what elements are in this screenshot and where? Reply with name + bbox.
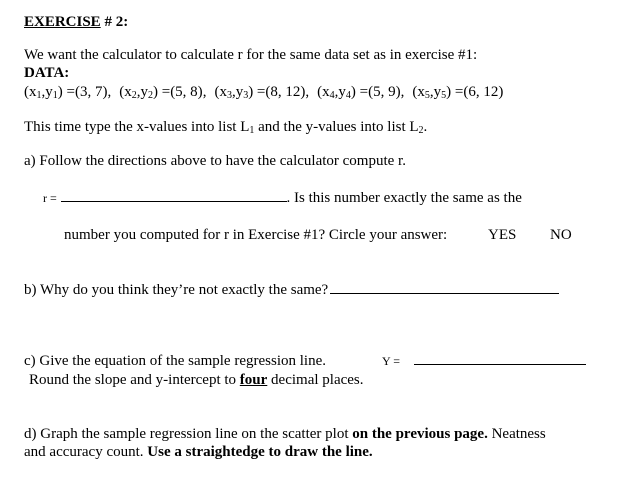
data-pair: $(x_1,y_1) =(3$, 7), [24,84,112,101]
r-answer-blank[interactable] [61,189,287,202]
pair-x-subscript: 3 [226,90,232,101]
part-b-row [24,281,559,299]
l2-subscript: 2 [418,125,424,136]
part-c-prompt: c) Give the equation of the sample regression line. [24,353,326,369]
pair-y-label: y [140,84,148,100]
regression-y-row [382,352,586,370]
part-d-bold2: Use a straightedge to draw the line. [147,444,373,460]
data-label: DATA: [24,65,70,81]
part-b-prompt: b) Why do you think they’re not exactly the same? [24,282,329,298]
exercise-title-label: EXERCISE [24,14,101,30]
rounding-note [29,371,364,389]
list-instruction [24,118,427,136]
part-a-prompt: a) Follow the directions above to have the calculator compute r. [24,153,406,169]
pair-x-label: x [417,84,425,100]
pair-y-label: y [235,84,244,100]
pair-x-label: x [29,84,37,100]
pair-y-subscript: 2 [147,90,153,101]
r-answer-row [43,189,522,207]
r-question2: number you computed for r in Exercise #1? Circle your answer: [64,227,448,243]
r-question: . Is this number exactly the same as the [286,190,522,206]
pair-value: (3, 7) [74,84,108,100]
pair-y-label: y [433,84,442,100]
pair-x-subscript: 1 [36,90,42,101]
pair-x-label: x [322,84,330,100]
pair-x-label: x [124,84,132,100]
regression-answer-blank[interactable] [414,352,586,365]
pair-x-subscript: 5 [424,90,430,101]
pair-x-subscript: 2 [131,90,137,101]
data-pair: $(x_2,y_2) =(5$, 8), [119,84,207,101]
pair-y-label: y [338,84,346,100]
intro-text: We want the calculator to calculate r for the same data set as in exercise #1: [24,47,478,63]
pair-value: (5, 8) [170,84,203,100]
pair-x-label: x [219,84,227,100]
pair-y-subscript: 4 [345,90,351,101]
pair-y-subscript: 3 [243,90,249,101]
data-pair: $(x_5,y_5) =(6$, 12) [412,84,504,101]
round-post: decimal places. [271,372,364,388]
pair-x-subscript: 4 [329,90,335,101]
pair-y-label: y [45,84,53,100]
yes-option[interactable]: YES [488,227,517,243]
pair-y-subscript: 1 [52,90,58,101]
instruction-mid: and the y-values into list L [254,119,419,135]
part-d-bold1: on the previous page. [352,426,488,442]
round-pre: Round the slope and y-intercept to [29,372,237,388]
round-emph: four [239,372,268,388]
exercise-title-number: # 2: [104,14,129,30]
pair-value: (5, 9) [368,84,401,100]
data-pairs [24,83,511,101]
instruction-pre: This time type the x-values into list L [24,119,250,135]
data-pair: $(x_3,y_3) =(8$, 12), [214,84,310,101]
r-label: r = [43,191,57,205]
pair-value: (6, 12) [463,84,504,100]
pair-y-subscript: 5 [441,90,447,101]
part-d-pre: d) Graph the sample regression line on the scatter plot [24,426,349,442]
part-d-mid: Neatness [487,426,546,442]
no-option[interactable]: NO [550,227,572,243]
exercise-title [24,13,128,31]
part-d-line2 [24,443,373,461]
part-d-line1 [24,425,546,443]
part-d-line2-pre: and accuracy count. [24,444,144,460]
instruction-post: . [423,119,428,135]
r-question-line2 [64,226,447,244]
l1-subscript: 1 [249,125,255,136]
data-pair: $(x_4,y_4) =(5$, 9), [317,84,405,101]
part-b-answer-blank[interactable] [330,281,559,294]
pair-value: (8, 12) [265,84,306,100]
y-label: Y = [382,354,400,368]
